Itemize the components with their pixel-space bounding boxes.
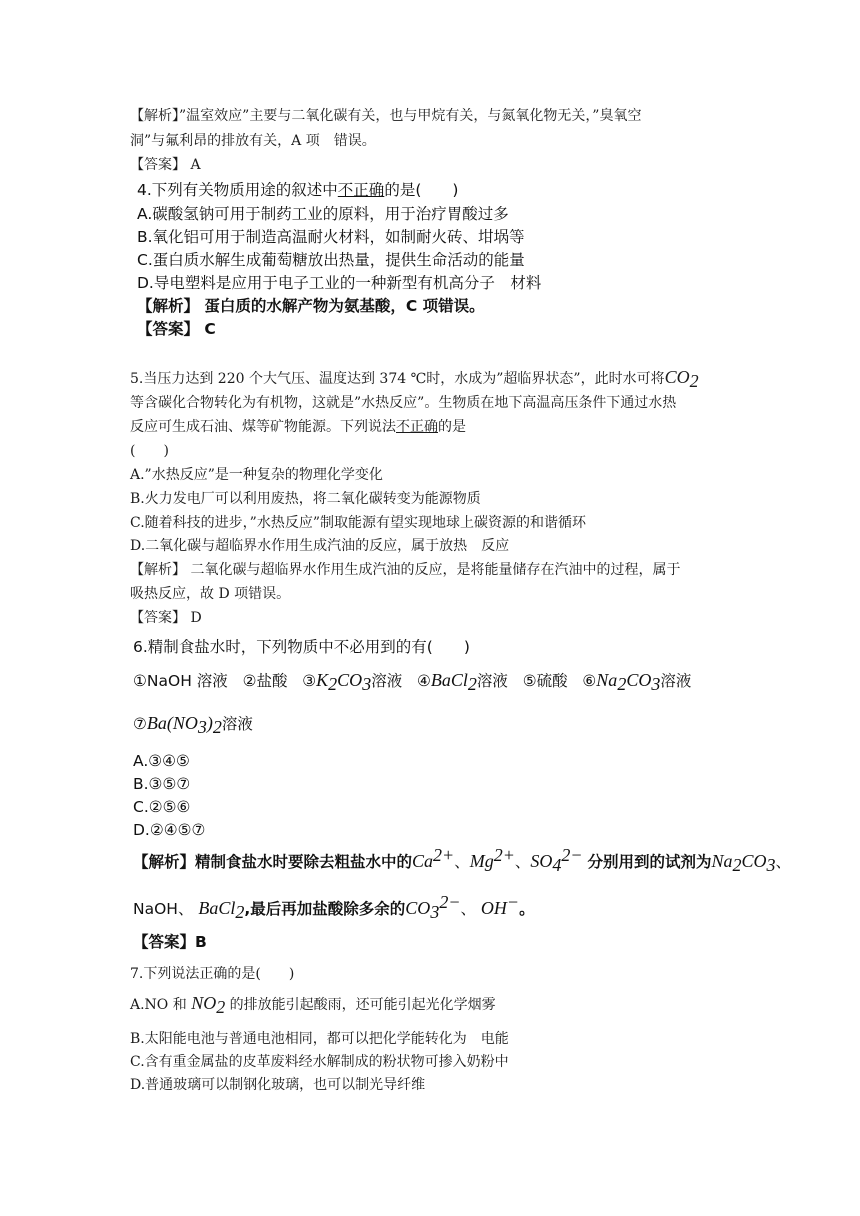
q5-option-b: B.火力发电厂可以利用废热，将二氧化碳转变为能源物质: [130, 491, 481, 507]
q7-stem: 7.下列说法正确的是( ): [130, 966, 295, 982]
q5-stem-line2: 等含碳化合物转化为有机物，这就是”水热反应”。生物质在地下高温高压条件下通过水热: [130, 395, 677, 411]
q4-option-b: B.氧化铝可用于制造高温耐火材料，如制耐火砖、坩埚等: [137, 228, 525, 246]
q5-analysis-line2: 吸热反应，故 D 项错误。: [130, 586, 291, 602]
q7-option-a: A.NO 和 $NO_2$ 的排放能引起酸雨，还可能引起光化学烟雾: [130, 993, 496, 1017]
q3-analysis-line2: 洞”与氟利昂的排放有关，A 项 错误。: [130, 133, 376, 149]
q5-option-d: D.二氧化碳与超临界水作用生成汽油的反应，属于放热 反应: [130, 538, 510, 554]
q6-answer: 【答案】B: [133, 933, 207, 951]
q5-option-a: A.”水热反应”是一种复杂的物理化学变化: [130, 467, 383, 483]
q7-option-d: D.普通玻璃可以制钢化玻璃，也可以制光导纤维: [130, 1077, 426, 1093]
q4-analysis: 【解析】 蛋白质的水解产物为氨基酸，C 项错误。: [137, 297, 485, 315]
q3-answer: 【答案】 A: [130, 157, 201, 173]
q4-option-a: A.碳酸氢钠可用于制药工业的原料，用于治疗胃酸过多: [137, 205, 509, 223]
q4-option-c: C.蛋白质水解生成葡萄糖放出热量，提供生命活动的能量: [137, 251, 525, 269]
q3-analysis-line1: 【解析】”温室效应”主要与二氧化碳有关，也与甲烷有关，与氮氧化物无关，”臭氧空: [130, 108, 642, 124]
q7-option-c: C.含有重金属盐的皮革废料经水解制成的粉状物可掺入奶粉中: [130, 1054, 509, 1070]
q6-stem: 6.精制食盐水时，下列物质中不必用到的有( ): [133, 638, 470, 656]
q6-option-c: C.②⑤⑥: [133, 798, 191, 816]
q6-items-line1: ①NaOH 溶液 ②盐酸 $③K_2CO_3$溶液 ④BaCl$_2$溶液 ⑤硫酸 $⑥Na_2CO_3$溶液: [133, 670, 692, 695]
q5-answer: 【答案】 D: [130, 610, 202, 626]
q5-option-c: C.随着科技的进步，”水热反应”制取能源有望实现地球上碳资源的和谐循环: [130, 515, 586, 531]
q6-analysis-line1: 【解析】精制食盐水时要除去粗盐水中的$Ca^{2+}$、$Mg^{2+}$、$SO_4^{2-}$ 分别用到的试剂为$Na_2CO_3$、: [133, 844, 792, 876]
q4-option-d: D.导电塑料是应用于电子工业的一种新型有机高分子 材料: [137, 274, 542, 292]
q4-stem: 4.下列有关物质用途的叙述中不正确的是( ): [137, 181, 459, 199]
q5-stem-line1: 5.当压力达到 220 个大气压、温度达到 374 ℃时，水成为”超临界状态”，此时水可将$CO_2$: [130, 367, 699, 391]
q6-option-a: A.③④⑤: [133, 752, 190, 770]
q7-option-b: B.太阳能电池与普通电池相同，都可以把化学能转化为 电能: [130, 1031, 509, 1047]
q5-stem-line3: 反应可生成石油、煤等矿物能源。下列说法不正确的是: [130, 419, 466, 435]
q6-option-d: D.②④⑤⑦: [133, 821, 206, 839]
q5-analysis-line1: 【解析】 二氧化碳与超临界水作用生成汽油的反应，是将能量储存在汽油中的过程，属于: [130, 562, 681, 578]
q6-items-line2: $⑦Ba(NO_3)_2$溶液: [133, 713, 253, 738]
q6-option-b: B.③⑤⑦: [133, 775, 191, 793]
q5-stem-line4: ( ): [130, 443, 169, 459]
q6-analysis-line2: NaOH、 BaCl$_2$,最后再加盐酸除多余的$CO_3^{2-}$、 OH−。: [133, 891, 535, 923]
q4-answer: 【答案】 C: [137, 320, 216, 338]
